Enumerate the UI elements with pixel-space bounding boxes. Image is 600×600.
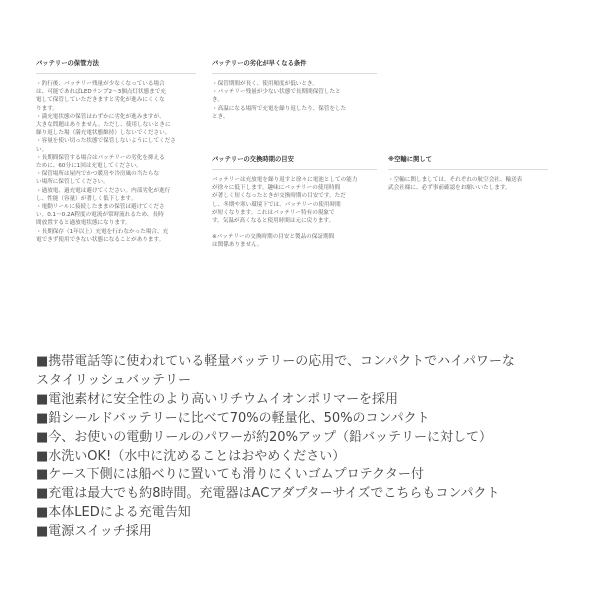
- replace-body: バッテリーは充放電を繰り返すと徐々に電池としての能力 が徐々に低下します。趣味にバッテリーの使用時間 が著しく短くなったときが交換時期の目安です。ただ し、冬期や寒い環境下では、バッテリーの使用時間 が短くなります。これはバッテリー特有の現象で す。気温が高くなると使用時間は元に戻ります。: [212, 177, 358, 225]
- degrade-title: バッテリーの劣化が早くなる条件: [212, 60, 307, 67]
- air-section: [388, 155, 548, 192]
- degrade-section: [212, 59, 377, 121]
- air-divider: [388, 169, 548, 170]
- replace-note: ※バッテリーの交換時期の目安と製品の保証期間 は関係ありません。: [212, 234, 335, 249]
- storage-title: バッテリーの保管方法: [36, 60, 99, 67]
- feature-item: ■充電は最大でも約8時間。充電器はACアダプターサイズでこちらもコンパクト: [36, 486, 500, 502]
- air-title: ※空輸に関して: [388, 156, 432, 163]
- storage-section: [36, 59, 196, 244]
- storage-divider: [36, 73, 196, 74]
- feature-item: ■鉛シールドバッテリーに比べて70%の軽量化、50%のコンパクト: [36, 410, 430, 426]
- air-body: ・空輸に関しましては、それぞれの航空会社、輸送表 武会社様に、必ず事前確認をお願いいたします。: [388, 177, 523, 192]
- degrade-body: ・保管期間が長く、使用頻度が低いとき。 ・バッテリー残量が少ない状態で長期間保管したと き。 ・高温になる場所で充電を繰り返したり、保管をした とき。: [212, 81, 347, 120]
- feature-item: ■今、お使いの電動リールのパワーが約20%アップ（鉛バッテリーに対して）: [36, 429, 493, 445]
- feature-item: ■携帯電話等に使われている軽量バッテリーの応用で、コンパクトでハイパワーな スタイリッシュバッテリー: [36, 354, 515, 388]
- feature-item: ■電池素材に安全性のより高いリチウムイオンポリマーを採用: [36, 391, 398, 407]
- feature-item: ■ケース下側には船べりに置いても滑りにくいゴムプロテクター付: [36, 467, 424, 483]
- feature-list: [36, 353, 576, 542]
- storage-body: ・釣行後、バッテリー残量が少なくなっている場合 は、可能であればLEDランプ2～3個点灯状態まで充 電して保管していただきますと劣化が進みにくくな ります。 ・満充電状態の保管はわずかに劣化が進みますが、 大きな問題はありません。ただし、使用しないときに 繰り返した場（満充電状態維持）しないでください。 ・容量を使い切った状態で保管しないようにしてくださ い。 ・長期間保管する場合はバッテリーの劣化を抑える ために、60分に1回は充電してください。 ・保管場所は屋内でかつ暖房や冷房風の当たらな い場所に保管してください。 ・過放電、過充電は避けてください。内部劣化が進行 し、性能（容量）が著しく低下します。 ・電動リールに接続したままの保管は避けてくださ い。0.1～0.2A程度の電流が常時流れるため、長時 間放置すると過放電状態になります。 ・長期保存（1年以上）充電を行わなかった場合、充 電できず使用できない状態になることがあります。: [36, 81, 176, 243]
- replace-section: [212, 155, 377, 250]
- degrade-divider: [212, 73, 377, 74]
- replace-divider: [212, 169, 377, 170]
- replace-title: バッテリーの交換時期の目安: [212, 156, 294, 163]
- feature-item: ■電源スイッチ採用: [36, 524, 152, 540]
- feature-item: ■本体LEDによる充電告知: [36, 505, 191, 521]
- feature-item: ■水洗いOK!（水中に沈めることはおやめください）: [36, 448, 346, 464]
